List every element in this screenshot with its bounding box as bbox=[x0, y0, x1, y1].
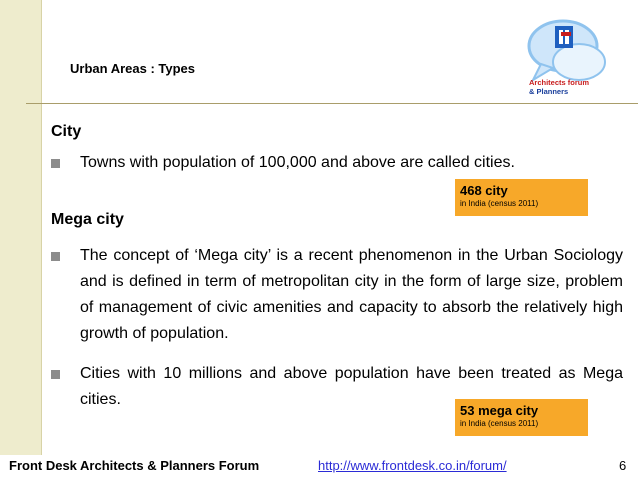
square-bullet-icon bbox=[51, 252, 60, 261]
footer-org-name: Front Desk Architects & Planners Forum bbox=[9, 458, 260, 473]
bullet-text: The concept of ‘Mega city’ is a recent phenomenon in the Urban Sociology and is defined in term of metropolitan city in the form of large size, problem of management of civic amenities and capacity to absorb the relatively high growth of population. bbox=[80, 247, 623, 342]
bullet-text: Towns with population of 100,000 and above are called cities. bbox=[80, 154, 515, 171]
callout-title: 53 mega city bbox=[460, 403, 539, 418]
callout-note: in India (census 2011) bbox=[460, 419, 539, 428]
square-bullet-icon bbox=[51, 370, 60, 379]
page-number: 6 bbox=[619, 458, 627, 473]
slide-title: Urban Areas : Types bbox=[70, 61, 195, 76]
callout-city-count bbox=[455, 179, 588, 216]
city-bullet-1 bbox=[51, 150, 623, 176]
callout-mega-city-count bbox=[455, 399, 588, 436]
mega-city-bullet-1 bbox=[51, 243, 623, 347]
callout-note: in India (census 2011) bbox=[460, 199, 539, 208]
square-bullet-icon bbox=[51, 159, 60, 168]
mega-city-heading: Mega city bbox=[51, 211, 124, 228]
logo-line-1: Architects forum bbox=[529, 78, 590, 87]
logo-line-2: & Planners bbox=[529, 87, 569, 96]
left-decorative-strip bbox=[0, 0, 42, 455]
callout-title: 468 city bbox=[460, 183, 508, 198]
footer-url-link[interactable]: http://www.frontdesk.co.in/forum/ bbox=[318, 458, 507, 473]
bullet-text: Cities with 10 millions and above population have been treated as Mega cities. bbox=[80, 365, 623, 408]
city-heading: City bbox=[51, 123, 82, 140]
header-divider bbox=[26, 103, 638, 104]
logo-text bbox=[529, 78, 615, 96]
